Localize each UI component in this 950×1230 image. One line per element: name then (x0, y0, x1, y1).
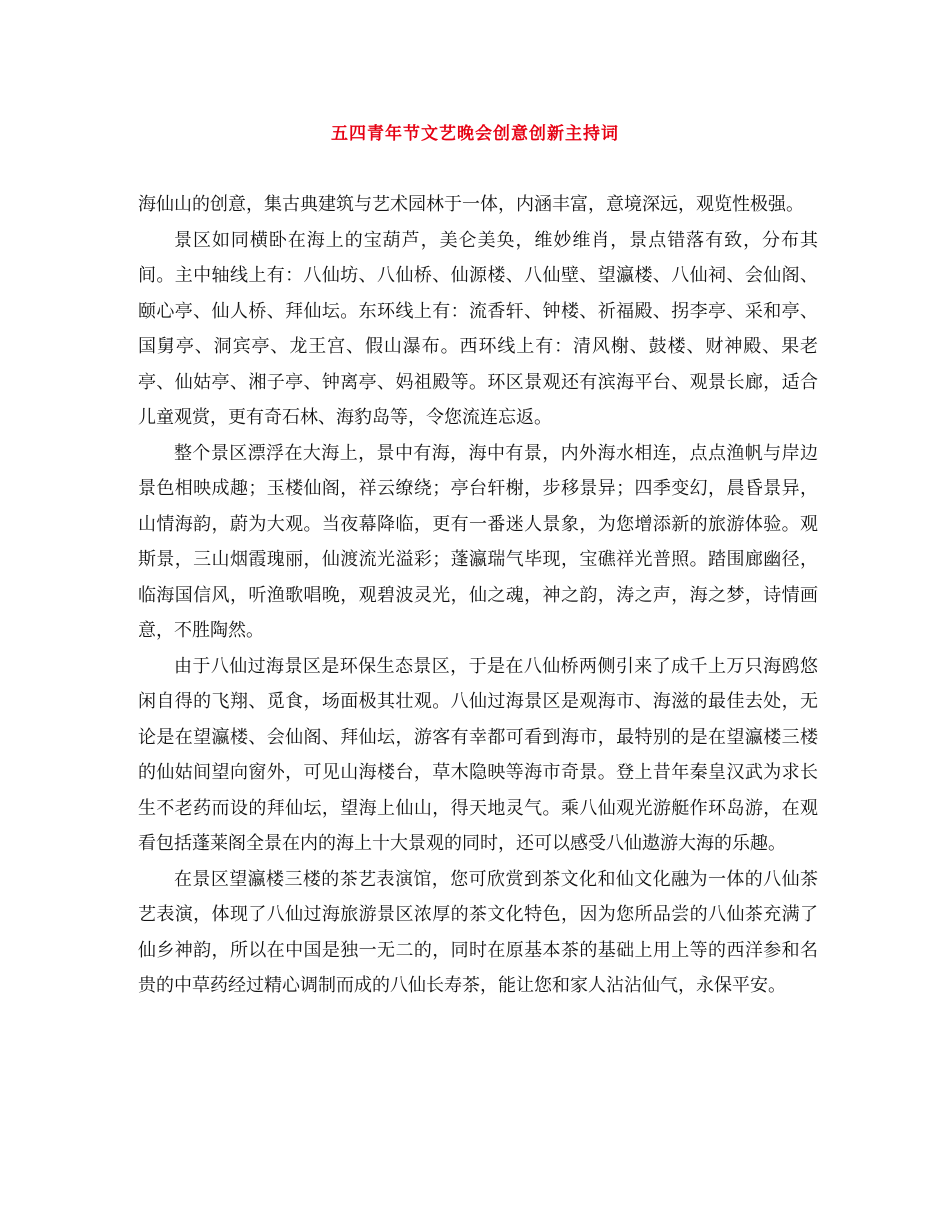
paragraph-2: 景区如同横卧在海上的宝葫芦，美仑美奂，维妙维肖，景点错落有致，分布其间。主中轴线上有：八仙坊、八仙桥、仙源楼、八仙壁、望瀛楼、八仙祠、会仙阁、颐心亭、仙人桥、拜仙坛。东环线上有：流香轩、钟楼、祈福殿、拐李亭、采和亭、国舅亭、洞宾亭、龙王宫、假山瀑布。西环线上有：清风榭、鼓楼、财神殿、果老亭、仙姑亭、湘子亭、钟离亭、妈祖殿等。环区景观还有滨海平台、观景长廊，适合儿童观赏，更有奇石林、海豹岛等，令您流连忘返。 (138, 229, 818, 428)
paragraph-1: 海仙山的创意，集古典建筑与艺术园林于一体，内涵丰富，意境深远，观览性极强。 (138, 194, 804, 215)
document-body (138, 187, 818, 1004)
paragraph-4: 由于八仙过海景区是环保生态景区，于是在八仙桥两侧引来了成千上万只海鸥悠闲自得的飞翔、觅食，场面极其壮观。八仙过海景区是观海市、海滋的最佳去处，无论是在望瀛楼、会仙阁、拜仙坛，游客有幸都可看到海市，最特别的是在望瀛楼三楼的仙姑间望向窗外，可见山海楼台，草木隐映等海市奇景。登上昔年秦皇汉武为求长生不老药而设的拜仙坛，望海上仙山，得天地灵气。乘八仙观光游艇作环岛游，在观看包括蓬莱阁全景在内的海上十大景观的同时，还可以感受八仙遨游大海的乐趣。 (138, 655, 818, 854)
document-title: 五四青年节文艺晚会创意创新主持词 (331, 124, 619, 144)
paragraph-5: 在景区望瀛楼三楼的茶艺表演馆，您可欣赏到茶文化和仙文化融为一体的八仙茶艺表演，体现了八仙过海旅游景区浓厚的茶文化特色，因为您所品尝的八仙茶充满了仙乡神韵，所以在中国是独一无二的，同时在原基本茶的基础上用上等的西洋参和名贵的中草药经过精心调制而成的八仙长寿茶，能让您和家人沾沾仙气，永保平安。 (138, 868, 818, 996)
paragraph-3: 整个景区漂浮在大海上，景中有海，海中有景，内外海水相连，点点渔帆与岸边景色相映成趣；玉楼仙阁，祥云缭绕；亭台轩榭，步移景异；四季变幻，晨昏景异，山情海韵，蔚为大观。当夜幕降临，更有一番迷人景象，为您增添新的旅游体验。观斯景，三山烟霞瑰丽，仙渡流光溢彩；蓬瀛瑞气毕现，宝礁祥光普照。踏围廊幽径，临海国信风，听渔歌唱晚，观碧波灵光，仙之魂，神之韵，涛之声，海之梦，诗情画意，不胜陶然。 (138, 442, 818, 641)
